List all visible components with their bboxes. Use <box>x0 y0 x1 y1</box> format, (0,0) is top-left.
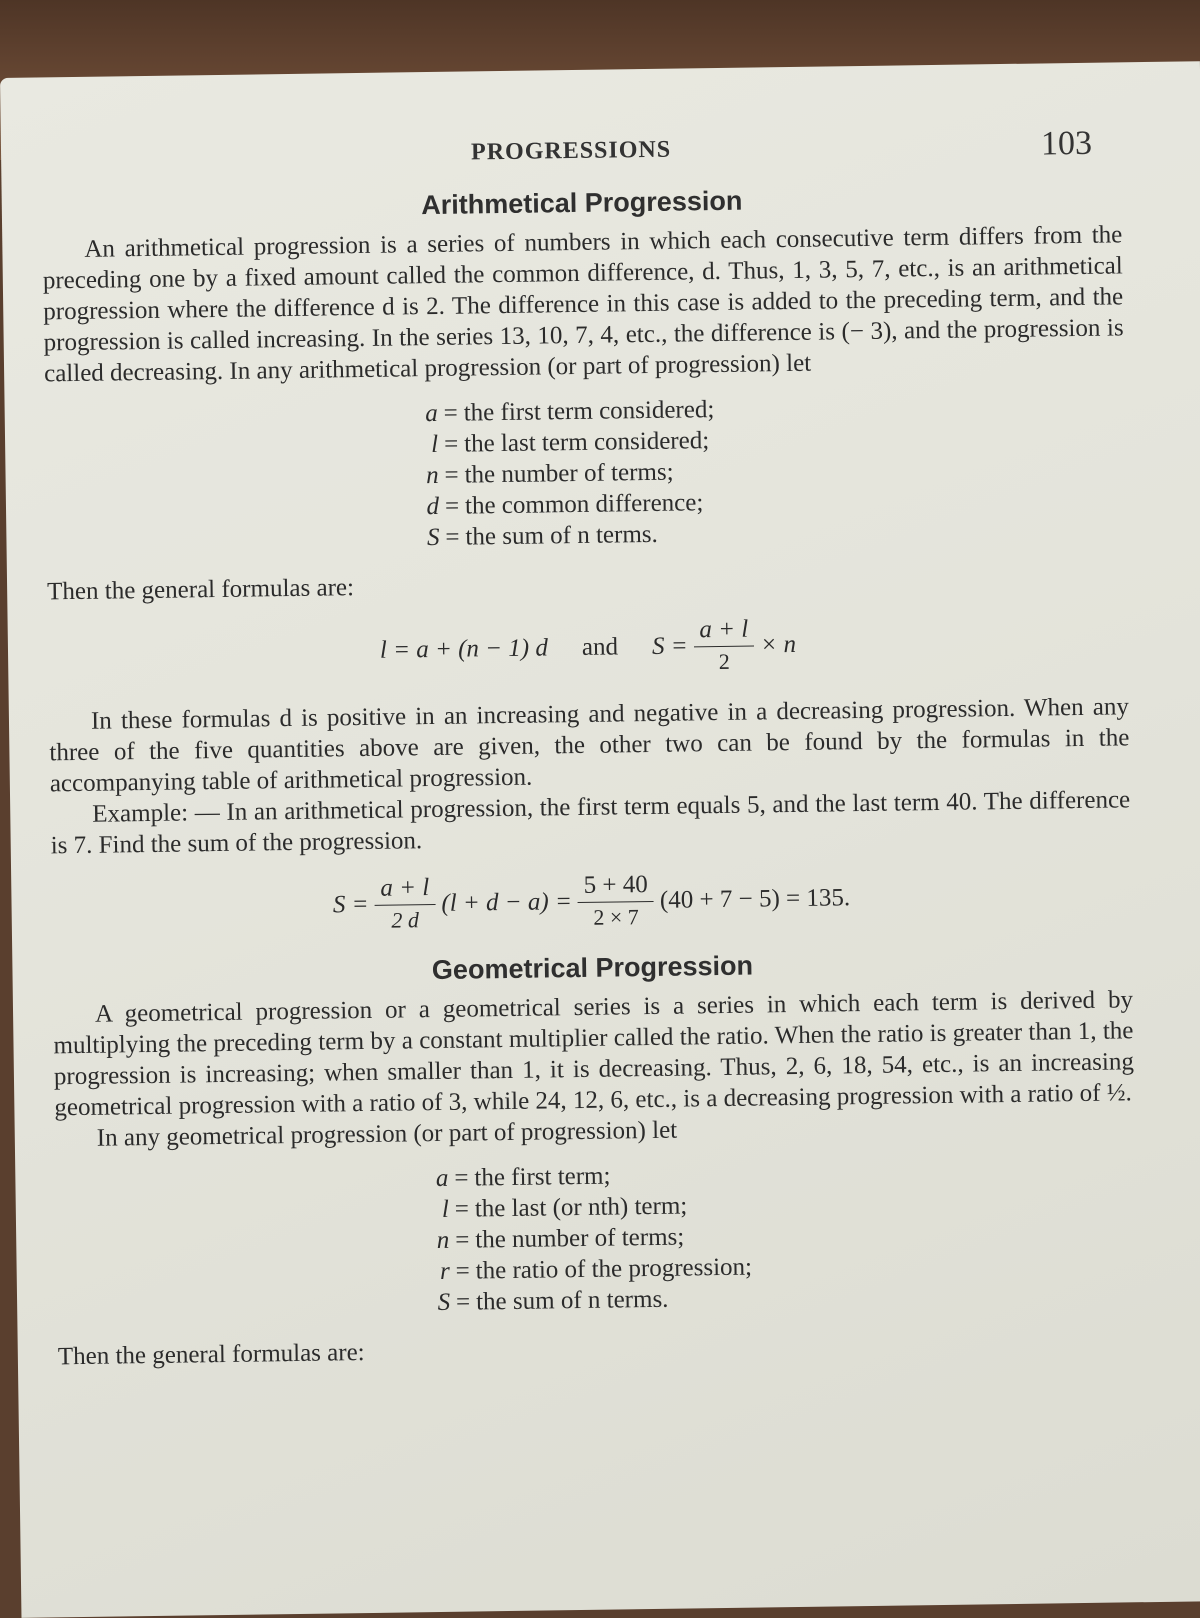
arithmetical-general-formulas <box>48 610 1129 684</box>
example-middle: (l + d − a) = <box>441 887 573 917</box>
definition-text: the common difference; <box>464 489 704 520</box>
example-lhs: S = <box>332 890 369 918</box>
definition-symbol: a <box>435 1164 449 1193</box>
arithmetical-definitions <box>390 388 1127 553</box>
definition-symbol: n <box>425 461 439 490</box>
geometrical-definitions <box>400 1153 1137 1318</box>
definition-row: a = the first term considered; <box>390 388 1125 429</box>
page-content <box>42 180 1138 1372</box>
definition-text: the sum of n terms. <box>465 520 658 551</box>
formula-sum-lhs: S = <box>651 631 688 660</box>
fraction-denominator: 2 d <box>391 907 420 933</box>
definition-row: l = the last (or nth) term; <box>401 1184 1136 1225</box>
fraction-numerator: a + l <box>374 874 435 906</box>
section-heading-geometrical: Geometrical Progression <box>431 950 754 986</box>
definition-symbol: S <box>426 523 440 552</box>
geometrical-let-line: In any geometrical progression (or part of progression) let <box>96 1116 678 1152</box>
formula-sum-rhs: × n <box>760 630 797 658</box>
definition-row: S = the sum of n terms. <box>402 1277 1137 1318</box>
geometrical-formulas-intro: Then the general formulas are: <box>57 1339 365 1371</box>
definition-symbol: l <box>441 1195 450 1223</box>
definition-symbol: n <box>436 1226 450 1255</box>
definition-symbol: a <box>425 399 438 428</box>
example-fraction-numeric <box>577 871 654 931</box>
running-title: PROGRESSIONS <box>470 136 672 166</box>
definition-text: the last (or nth) term; <box>474 1192 688 1223</box>
fraction-denominator: 2 <box>718 648 730 675</box>
example-formula <box>51 864 1132 938</box>
fraction-numerator: 5 + 40 <box>577 871 654 903</box>
formula-joiner: and <box>581 632 619 661</box>
geometrical-intro-paragraph: A geometrical progression or a geometrical series is a series in which each term is derived by multiplying the preceding term by a constant multiplier called the ratio. When the ratio is greater than 1, the progression is increasing; when smaller than 1, it is decreasing. Thus, 2, 6, 18, 54, etc., is an increasing geometrical progression with a ratio of 3, while 24, 12, 6, etc., is a decreasing progression with a ratio of ½. <box>53 986 1135 1122</box>
definition-text: the ratio of the progression; <box>475 1253 753 1285</box>
definition-row: n = the number of terms; <box>401 1215 1136 1256</box>
definition-text: the last term considered; <box>463 427 710 458</box>
definition-row: a = the first term; <box>400 1153 1135 1194</box>
section-heading-arithmetical: Arithmetical Progression <box>421 185 743 221</box>
definition-symbol: l <box>431 430 439 459</box>
definition-row: S = the sum of n terms. <box>391 512 1126 553</box>
fraction-denominator: 2 × 7 <box>593 904 640 930</box>
definition-symbol: S <box>437 1288 451 1317</box>
running-head <box>1 123 1200 180</box>
definition-row: r = the ratio of the progression; <box>401 1246 1136 1287</box>
definition-text: the first term considered; <box>463 396 715 427</box>
definition-symbol: d <box>426 492 440 521</box>
definition-text: the number of terms; <box>475 1223 685 1254</box>
definition-row: n = the number of terms; <box>390 450 1125 491</box>
arithmetical-example-paragraph: Example: — In an arithmetical progression, the first term equals 5, and the last term 40. The difference is 7. Find the sum of the progression. <box>50 786 1131 860</box>
book-page <box>0 61 1200 1618</box>
fraction-numerator: a + l <box>693 616 754 648</box>
definition-symbol: r <box>439 1257 450 1285</box>
definition-text: the first term; <box>474 1162 611 1192</box>
arithmetical-intro-paragraph: An arithmetical progression is a series of numbers in which each consecutive term differs from the preceding one by a fixed amount called the common difference, d. Thus, 1, 3, 5, 7, etc., is an arithmetical progression where the difference d is 2. The difference in this case is added to the preceding term, and the progression is called increasing. In the series 13, 10, 7, 4, etc., the difference is (− 3), and the progression is called decreasing. In any arithmetical progression (or part of progression) let <box>42 221 1124 388</box>
formula-last-term: l = a + (n − 1) d <box>379 633 549 664</box>
definition-text: the number of terms; <box>464 458 674 489</box>
definition-row: d = the common difference; <box>391 481 1126 522</box>
formula-sum-fraction <box>693 616 755 676</box>
definition-text: the sum of n terms. <box>475 1285 669 1316</box>
definition-row: l = the last term considered; <box>390 419 1125 460</box>
formulas-intro: Then the general formulas are: <box>46 574 355 606</box>
example-result: (40 + 7 − 5) = 135. <box>659 883 851 914</box>
page-number: 103 <box>1040 124 1093 163</box>
example-fraction-symbolic <box>374 874 436 934</box>
arithmetical-explanation-paragraph: In these formulas d is positive in an increasing and negative in a decreasing progression. When any three of the five quantities above are given, the other two can be found by the formulas in the accompanying table of arithmetical progression. <box>49 693 1130 798</box>
